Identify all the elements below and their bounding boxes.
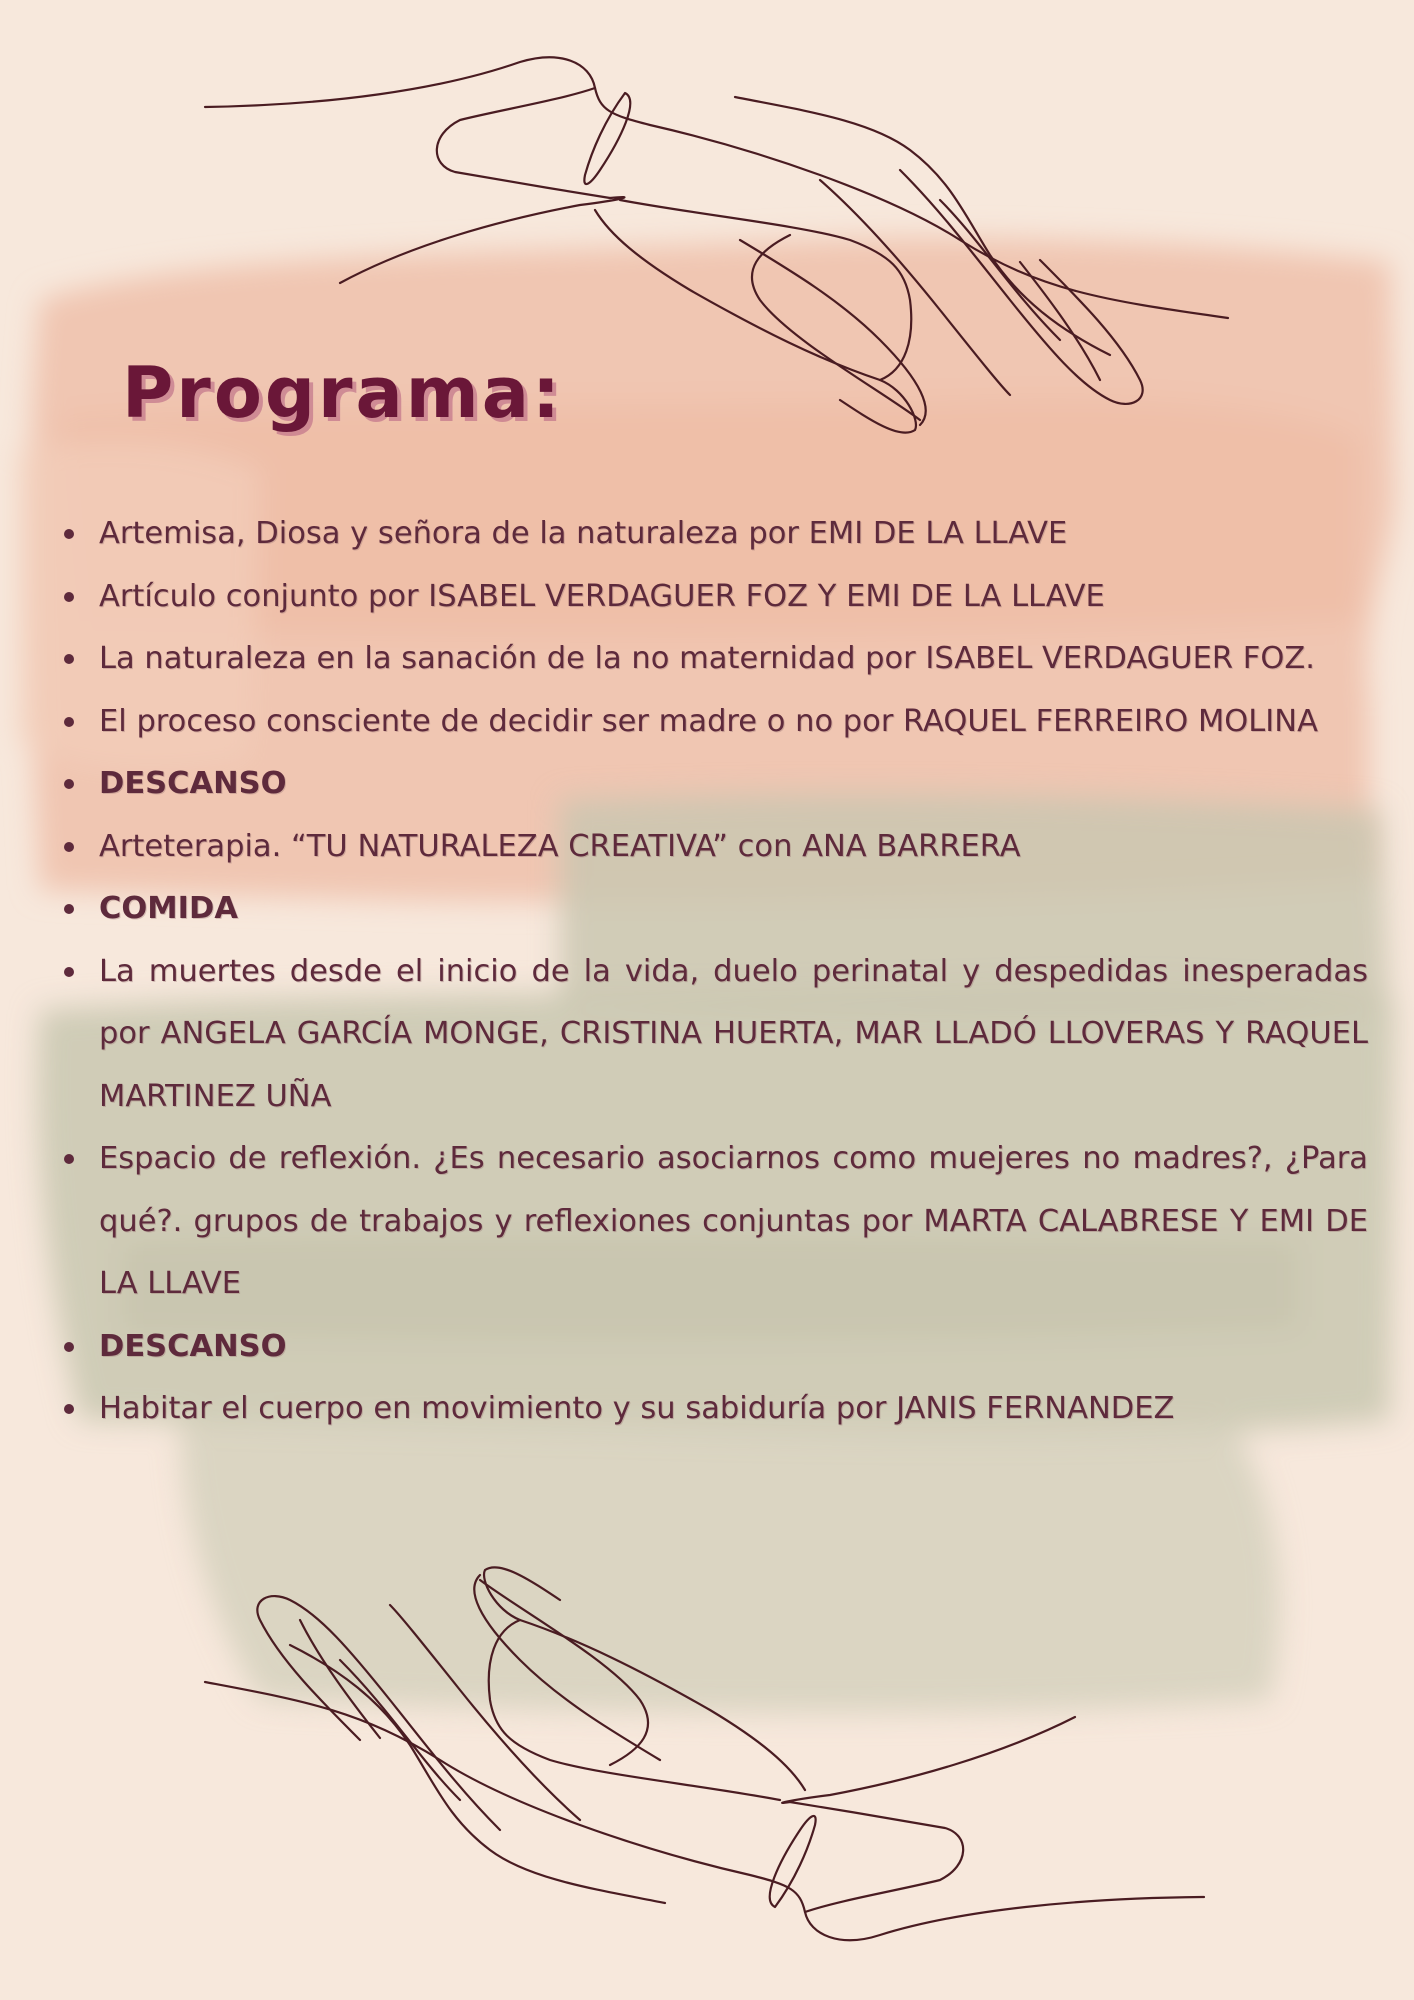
- bullet-icon: [64, 1404, 74, 1414]
- program-item-text: DESCANSO: [99, 1328, 287, 1364]
- program-item-text: Artemisa, Diosa y señora de la naturaleza por EMI DE LA LLAVE: [99, 516, 1068, 551]
- program-item-text: Habitar el cuerpo en movimiento y su sabiduría por JANIS FERNANDEZ: [99, 1391, 1175, 1426]
- program-item: [58, 816, 1368, 879]
- program-item-text: Espacio de reflexión. ¿Es necesario asociarnos como muejeres no madres?, ¿Para qué?. grupos de trabajos y reflexiones conjuntas por MARTA CALABRESE Y EMI DE LA LLAVE: [99, 1141, 1368, 1301]
- program-item: [58, 566, 1368, 629]
- bullet-icon: [64, 904, 74, 914]
- bullet-icon: [64, 779, 74, 789]
- program-item: [58, 1128, 1368, 1316]
- bullet-icon: [64, 529, 74, 539]
- program-item-text: COMIDA: [99, 891, 238, 926]
- bullet-icon: [64, 717, 74, 727]
- program-item: [58, 878, 1368, 941]
- bullet-icon: [64, 842, 74, 852]
- program-item: [58, 941, 1368, 1129]
- program-item: [58, 1378, 1368, 1441]
- program-item-text: Artículo conjunto por ISABEL VERDAGUER FOZ Y EMI DE LA LLAVE: [99, 578, 1105, 614]
- program-item-text: Arteterapia. “TU NATURALEZA CREATIVA” con ANA BARRERA: [99, 828, 1021, 864]
- program-item: [58, 628, 1368, 691]
- program-item: [58, 691, 1368, 754]
- program-item: [58, 503, 1368, 566]
- bullet-icon: [64, 592, 74, 602]
- bullet-icon: [64, 1154, 74, 1164]
- program-item-text: El proceso consciente de decidir ser madre o no por RAQUEL FERREIRO MOLINA: [99, 703, 1318, 739]
- program-item-text: La naturaleza en la sanación de la no maternidad por ISABEL VERDAGUER FOZ.: [99, 641, 1315, 676]
- program-list: [58, 503, 1368, 1441]
- program-item: [58, 1316, 1368, 1379]
- program-item: [58, 753, 1368, 816]
- bullet-icon: [64, 967, 74, 977]
- page-title: Programa:: [122, 352, 563, 434]
- bullet-icon: [64, 1342, 74, 1352]
- bullet-icon: [64, 654, 74, 664]
- program-item-text: La muertes desde el inicio de la vida, duelo perinatal y despedidas inesperadas por ANGELA GARCÍA MONGE, CRISTINA HUERTA, MAR LLADÓ LLOVERAS Y RAQUEL MARTINEZ UÑA: [99, 953, 1368, 1114]
- program-item-text: DESCANSO: [99, 766, 287, 801]
